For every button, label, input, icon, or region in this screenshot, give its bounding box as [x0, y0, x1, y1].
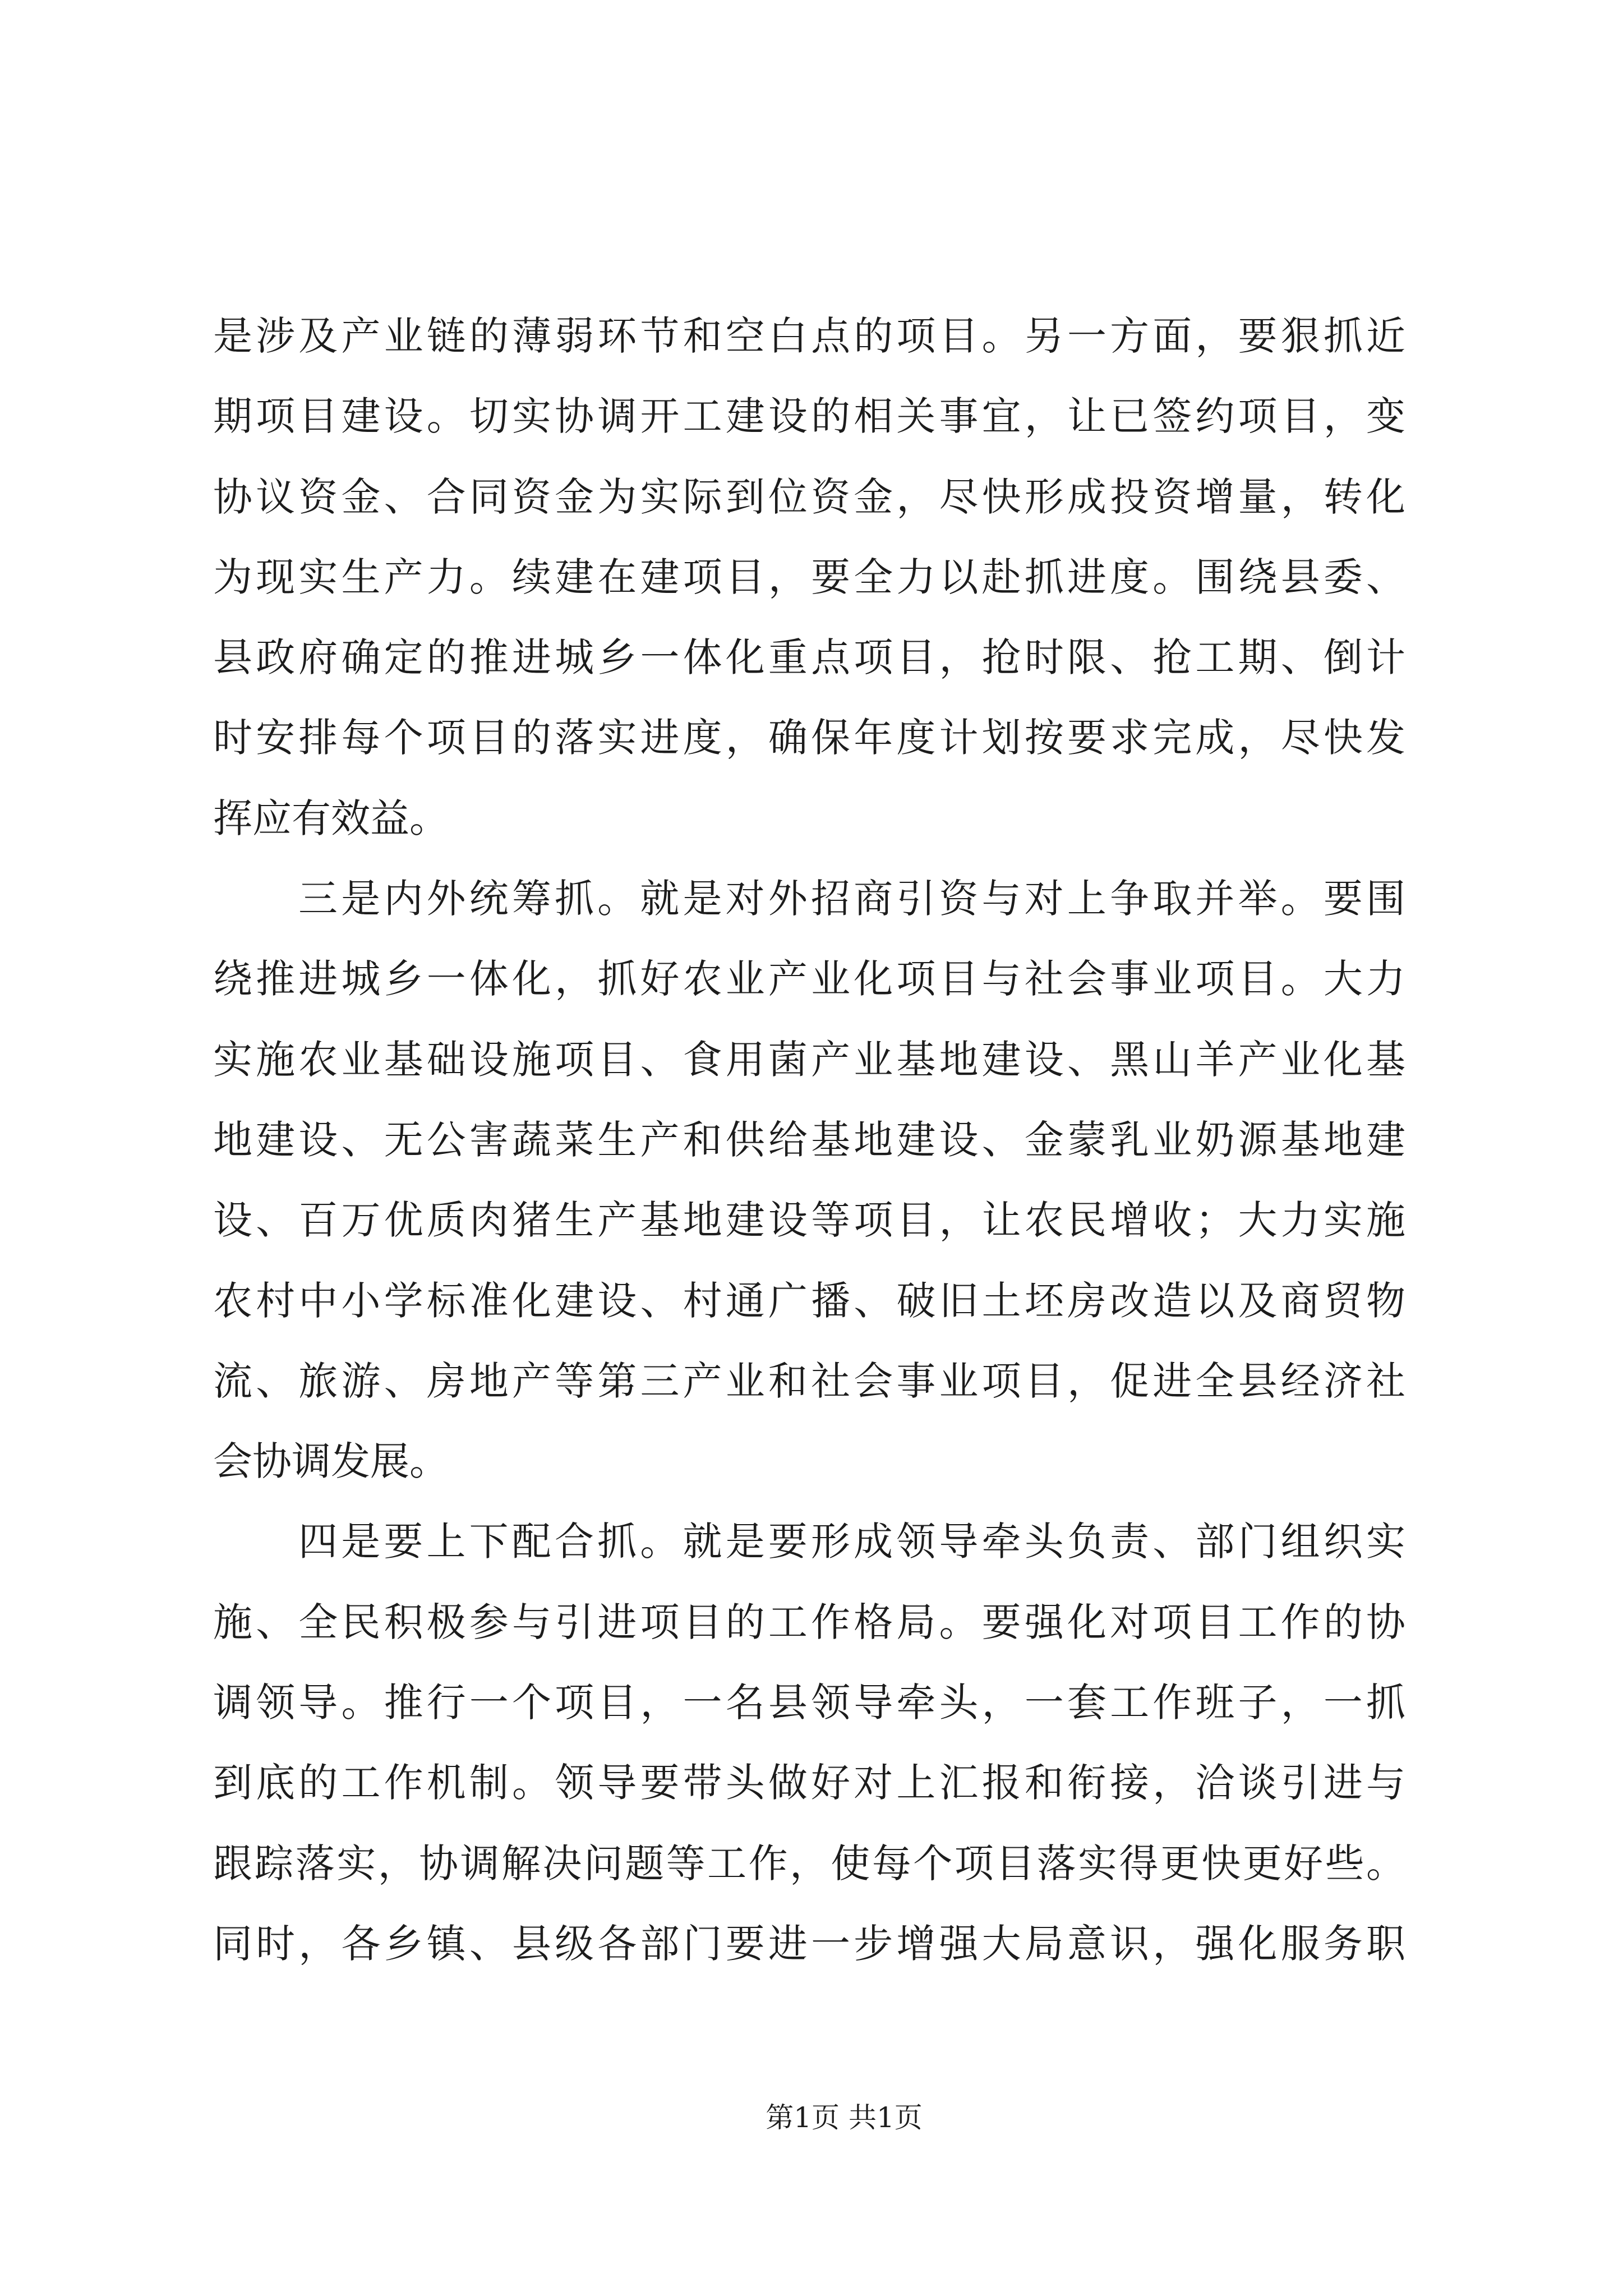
text-line: 设、百万优质肉猪生产基地建设等项目，让农民增收；大力实施: [213, 1197, 1405, 1244]
paragraph: [213, 1502, 1405, 1984]
text-line: 期项目建设。切实协调开工建设的相关事宜，让已签约项目，变: [213, 393, 1405, 440]
text-line: 会协调发展。: [213, 1438, 449, 1485]
text-line: 流、旅游、房地产等第三产业和社会事业项目，促进全县经济社: [213, 1358, 1405, 1404]
text-line: 为现实生产力。续建在建项目，要全力以赴抓进度。围绕县委、: [213, 554, 1405, 600]
text-line: 县政府确定的推进城乡一体化重点项目，抢时限、抢工期、倒计: [213, 634, 1405, 681]
text-line: 时安排每个项目的落实进度，确保年度计划按要求完成，尽快发: [213, 715, 1405, 761]
paragraph: [213, 296, 1405, 859]
text-line: 施、全民积极参与引进项目的工作格局。要强化对项目工作的协: [213, 1599, 1405, 1645]
text-line: 同时，各乡镇、县级各部门要进一步增强大局意识，强化服务职: [213, 1920, 1405, 1967]
text-line: 绕推进城乡一体化，抓好农业产业化项目与社会事业项目。大力: [213, 956, 1405, 1002]
paragraph: [213, 859, 1405, 1502]
text-line: 农村中小学标准化建设、村通广播、破旧土坯房改造以及商贸物: [213, 1277, 1405, 1324]
text-line: 到底的工作机制。领导要带头做好对上汇报和衔接，洽谈引进与: [213, 1760, 1405, 1806]
text-line: 跟踪落实，协调解决问题等工作，使每个项目落实得更快更好些。: [213, 1840, 1405, 1887]
text-line: 四是要上下配合抓。就是要形成领导牵头负责、部门组织实: [298, 1519, 1405, 1565]
text-line: 挥应有效益。: [213, 795, 449, 841]
text-line: 是涉及产业链的薄弱环节和空白点的项目。另一方面，要狠抓近: [213, 313, 1405, 359]
document-body: [213, 296, 1405, 1984]
text-line: 实施农业基础设施项目、食用菌产业基地建设、黑山羊产业化基: [213, 1036, 1405, 1083]
text-line: 协议资金、合同资金为实际到位资金，尽快形成投资增量，转化: [213, 473, 1405, 520]
text-line: 地建设、无公害蔬菜生产和供给基地建设、金蒙乳业奶源基地建: [213, 1116, 1405, 1163]
text-line: 三是内外统筹抓。就是对外招商引资与对上争取并举。要围: [298, 876, 1405, 922]
page-footer: 第1页 共1页: [766, 2101, 923, 2134]
text-line: 调领导。推行一个项目，一名县领导牵头，一套工作班子，一抓: [213, 1680, 1405, 1726]
